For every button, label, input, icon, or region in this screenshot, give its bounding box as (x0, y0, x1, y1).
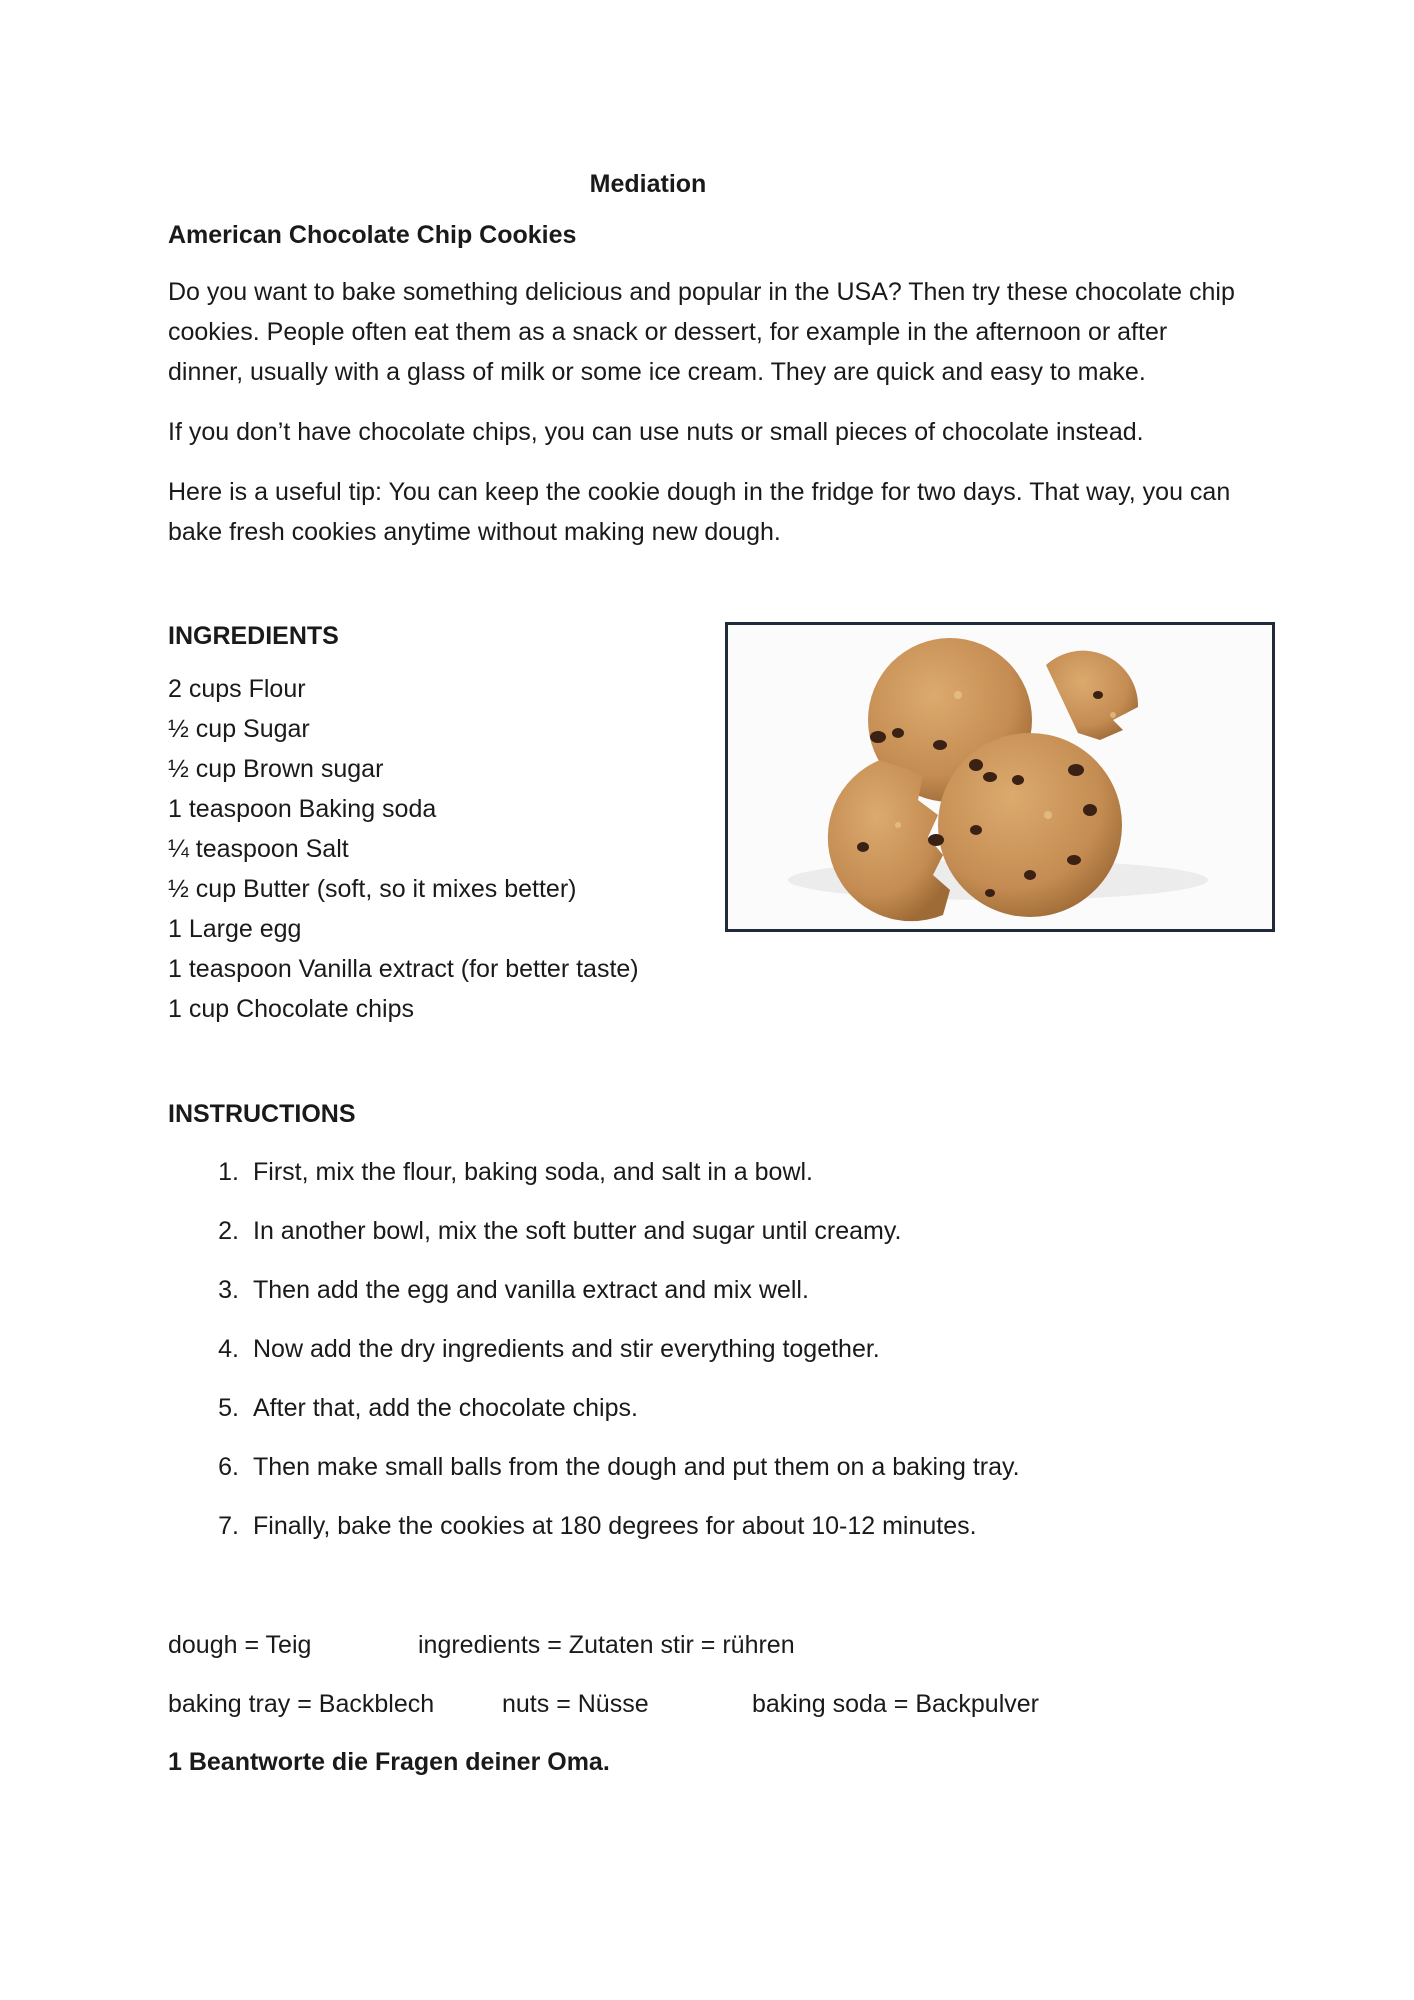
ingredient-item: 2 cups Flour (168, 675, 306, 703)
document-title: Mediation (589, 170, 707, 198)
step-text: Now add the dry ingredients and stir everything together. (253, 1335, 880, 1363)
instructions-heading: INSTRUCTIONS (168, 1100, 356, 1128)
ingredients-heading: INGREDIENTS (168, 622, 339, 650)
step-number: 7. (218, 1512, 239, 1540)
instruction-step (168, 1334, 1268, 1393)
step-number: 2. (218, 1217, 239, 1245)
instructions-list (168, 1157, 1268, 1570)
ingredients-section (168, 622, 1268, 1032)
task-instruction: 1 Beantworte die Fragen deiner Oma. (168, 1748, 610, 1776)
alternative-paragraph: If you don’t have chocolate chips, you can use nuts or small pieces of chocolate instead. (168, 418, 1144, 446)
step-number: 5. (218, 1394, 239, 1422)
ingredient-item: 1 teaspoon Baking soda (168, 795, 437, 823)
cookies-photo (725, 622, 1275, 932)
vocabulary-section (168, 1630, 1268, 1748)
ingredient-item: 1 teaspoon Vanilla extract (for better taste) (168, 955, 639, 983)
instruction-step (168, 1393, 1268, 1452)
step-text: Then add the egg and vanilla extract and mix well. (253, 1276, 809, 1304)
ingredient-item: 1 Large egg (168, 915, 302, 943)
instruction-step (168, 1157, 1268, 1216)
cookies-icon (728, 625, 1272, 929)
ingredient-item: ½ cup Brown sugar (168, 755, 384, 783)
step-number: 6. (218, 1453, 239, 1481)
document-page (168, 170, 1268, 1777)
vocabulary-row (168, 1630, 1268, 1689)
step-number: 1. (218, 1158, 239, 1186)
step-text: First, mix the flour, baking soda, and salt in a bowl. (253, 1158, 813, 1186)
step-number: 4. (218, 1335, 239, 1363)
step-text: Then make small balls from the dough and put them on a baking tray. (253, 1453, 1020, 1481)
ingredient-item: ½ cup Sugar (168, 715, 310, 743)
vocab-entry: dough = Teig (168, 1631, 312, 1659)
vocab-entry: baking soda = Backpulver (752, 1690, 1039, 1718)
ingredient-item: 1 cup Chocolate chips (168, 995, 414, 1023)
step-text: Finally, bake the cookies at 180 degrees for about 10-12 minutes. (253, 1512, 977, 1540)
instruction-step (168, 1216, 1268, 1275)
ingredient-item: ¼ teaspoon Salt (168, 835, 349, 863)
vocab-entry: baking tray = Backblech (168, 1690, 435, 1718)
vocab-entry: ingredients = Zutaten stir = rühren (418, 1631, 795, 1659)
ingredient-item: ½ cup Butter (soft, so it mixes better) (168, 875, 577, 903)
instructions-section (168, 1100, 1268, 1570)
tip-paragraph: Here is a useful tip: You can keep the cookie dough in the fridge for two days. That way, you can bake fresh cookies anytime without making new dough. (168, 478, 1231, 546)
step-text: In another bowl, mix the soft butter and sugar until creamy. (253, 1217, 902, 1245)
step-number: 3. (218, 1276, 239, 1304)
recipe-title: American Chocolate Chip Cookies (168, 221, 577, 249)
instruction-step (168, 1452, 1268, 1511)
instruction-step (168, 1275, 1268, 1334)
step-text: After that, add the chocolate chips. (253, 1394, 638, 1422)
vocab-entry: nuts = Nüsse (502, 1690, 649, 1718)
vocabulary-row (168, 1689, 1268, 1748)
intro-paragraph: Do you want to bake something delicious and popular in the USA? Then try these chocolate chip cookies. People often eat them as a snack or dessert, for example in the afternoon or after dinner, usually with a glass of milk or some ice cream. They are quick and easy to make. (168, 278, 1235, 386)
instruction-step (168, 1511, 1268, 1570)
